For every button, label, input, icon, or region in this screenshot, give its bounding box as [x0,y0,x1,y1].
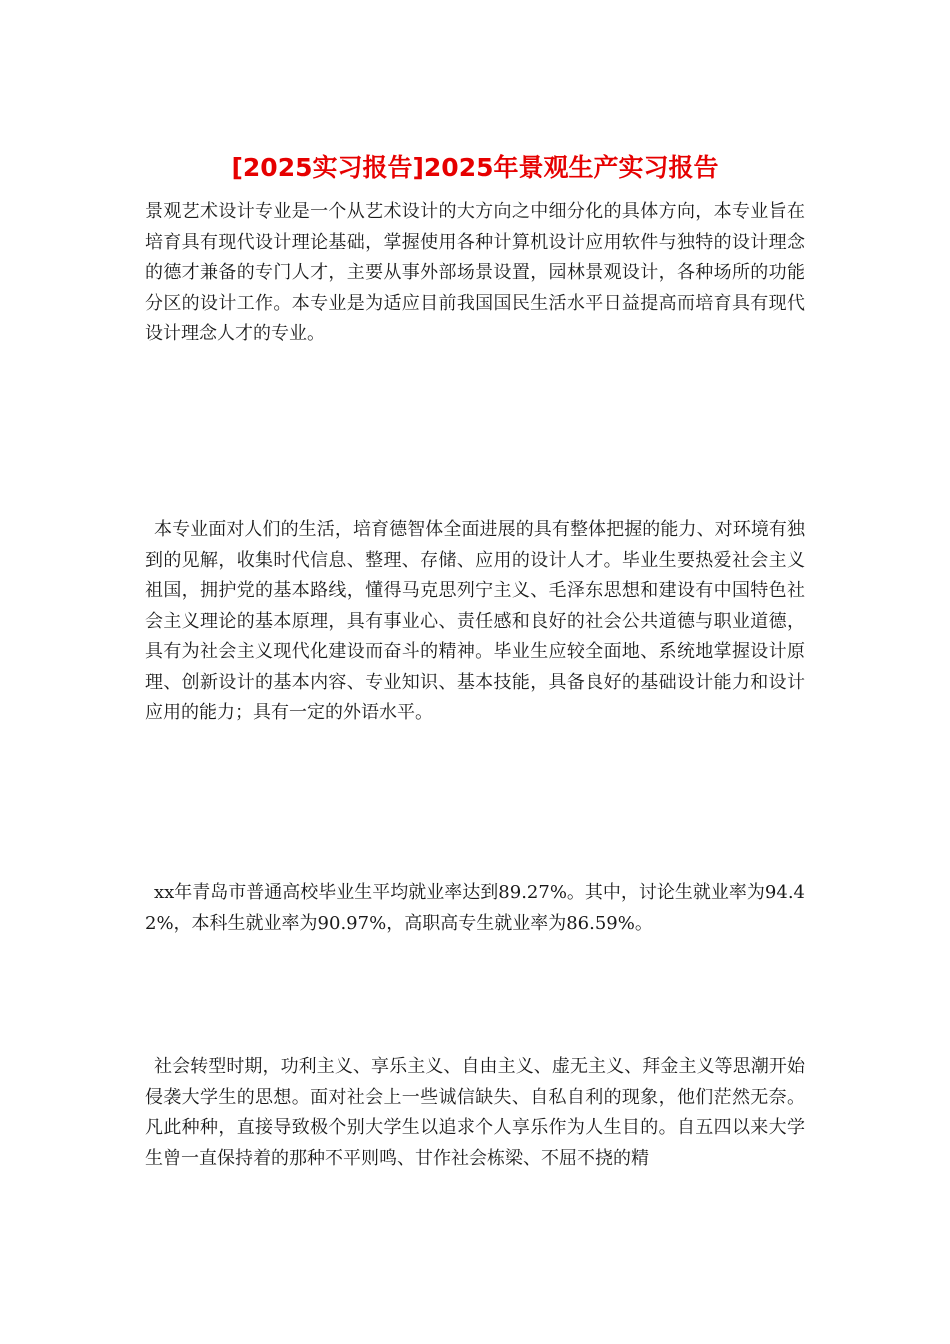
paragraph-training-goals: 本专业面对人们的生活，培育德智体全面进展的具有整体把握的能力、对环境有独到的见解，收集时代信息、整理、存储、应用的设计人才。毕业生要热爱社会主义祖国，拥护党的基本路线，懂得马克思列宁主义、毛泽东思想和建设有中国特色社会主义理论的基本原理，具有事业心、责任感和良好的社会公共道德与职业道德，具有为社会主义现代化建设而奋斗的精神。毕业生应较全面地、系统地掌握设计原理、创新设计的基本内容、专业知识、基本技能，具备良好的基础设计能力和设计应用的能力；具有一定的外语水平。 [145,519,805,723]
paragraph-employment-rate: xx年青岛市普通高校毕业生平均就业率达到89.27%。其中，讨论生就业率为94.42%，本科生就业率为90.97%，高职高专生就业率为86.59%。 [145,882,806,934]
paragraph-intro: 景观艺术设计专业是一个从艺术设计的大方向之中细分化的具体方向，本专业旨在培育具有现代设计理论基础，掌握使用各种计算机设计应用软件与独特的设计理念的德才兼备的专门人才，主要从事外部场景设置，园林景观设计，各种场所的功能分区的设计工作。本专业是为适应目前我国国民生活水平日益提高而培育具有现代设计理念人才的专业。 [145,201,805,344]
document-title: [2025实习报告]2025年景观生产实习报告 [231,153,719,182]
paragraph-social-transition: 社会转型时期，功利主义、享乐主义、自由主义、虚无主义、拜金主义等思潮开始侵袭大学生的思想。面对社会上一些诚信缺失、自私自利的现象，他们茫然无奈。凡此种种，直接导致极个别大学生以追求个人享乐作为人生目的。自五四以来大学生曾一直保持着的那种不平则鸣、甘作社会栋梁、不屈不挠的精 [145,1056,805,1169]
